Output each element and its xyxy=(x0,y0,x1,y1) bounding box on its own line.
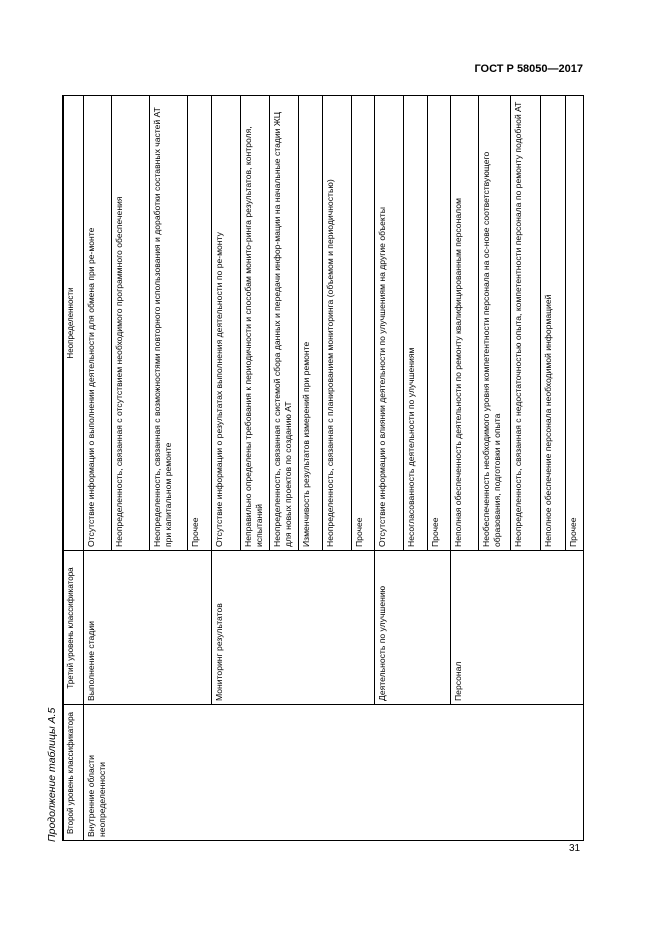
uncertainty-item: Прочее xyxy=(190,517,200,547)
table-border-left xyxy=(62,840,584,841)
uncertainty-item: Отсутствие информации о выполнении деятельности для обмена при ре-монте xyxy=(86,227,96,547)
column-header-level3: Третий уровень классификатора xyxy=(66,567,75,689)
uncertainty-item: Неопределенность, связанная с системой сбора данных и передачи инфор-мации на начальные стадии ЖЦ для новых проектов по созданию АТ xyxy=(272,111,293,547)
level3-cell: Деятельность по улучшению xyxy=(377,585,387,701)
table-caption: Продолжение таблицы А.5 xyxy=(46,707,58,842)
uncertainty-item: Прочее xyxy=(568,517,578,547)
table-border-top xyxy=(62,95,64,841)
uncertainty-item: Прочее xyxy=(430,517,440,547)
uncertainty-item: Неполная обеспеченность деятельности по ремонту квалифицированным персоналом xyxy=(453,198,463,547)
level3-cell: Мониторинг результатов xyxy=(214,603,224,701)
standard-number: ГОСТ Р 58050—2017 xyxy=(474,63,583,75)
uncertainty-item: Отсутствие информации о влиянии деятельности по улучшениям на другие объекты xyxy=(377,207,387,547)
uncertainty-item: Необеспеченность необходимого уровня компетентности персонала на ос-нове соответствующего образования, подготовки и опыта xyxy=(481,151,502,547)
column-separator-1 xyxy=(62,704,584,705)
uncertainty-item: Отсутствие информации о результатах выполнения деятельности по ре-монту xyxy=(214,232,224,547)
level3-cell: Выполнение стадии xyxy=(86,621,96,701)
uncertainty-item: Неправильно определены требования к периодичности и способам монито-ринга результатов, контроля, испытаний xyxy=(243,126,264,547)
uncertainty-item: Неопределенность, связанная с возможностями повторного использования и доработки составных частей АТ при капитальном ремонте xyxy=(152,107,173,547)
uncertainty-item: Неполное обеспечение персонала необходимой информацией xyxy=(543,294,553,547)
uncertainty-table xyxy=(62,95,584,841)
level3-cell: Персонал xyxy=(453,661,463,701)
uncertainty-item: Прочее xyxy=(354,517,364,547)
level2-cell: Внутренние области неопределенности xyxy=(86,755,107,837)
uncertainty-item: Неопределенность, связанная с недостаточностью опыта, компетентности персонала по ремонту подобной АТ xyxy=(513,101,523,547)
uncertainty-item: Несогласованность деятельности по улучшениям xyxy=(406,347,416,547)
column-header-level2: Второй уровень классификатора xyxy=(66,712,75,835)
uncertainty-item: Неопределенность, связанная с планированием мониторинга (объемом и периодичностью) xyxy=(325,179,335,547)
uncertainty-item: Изменчивость результатов измерений при ремонте xyxy=(301,341,311,547)
column-header-uncertainties: Неопределенности xyxy=(66,287,75,359)
page-number: 31 xyxy=(569,843,581,854)
uncertainty-item: Неопределенность, связанная с отсутствием необходимого программного обеспечения xyxy=(114,196,124,547)
